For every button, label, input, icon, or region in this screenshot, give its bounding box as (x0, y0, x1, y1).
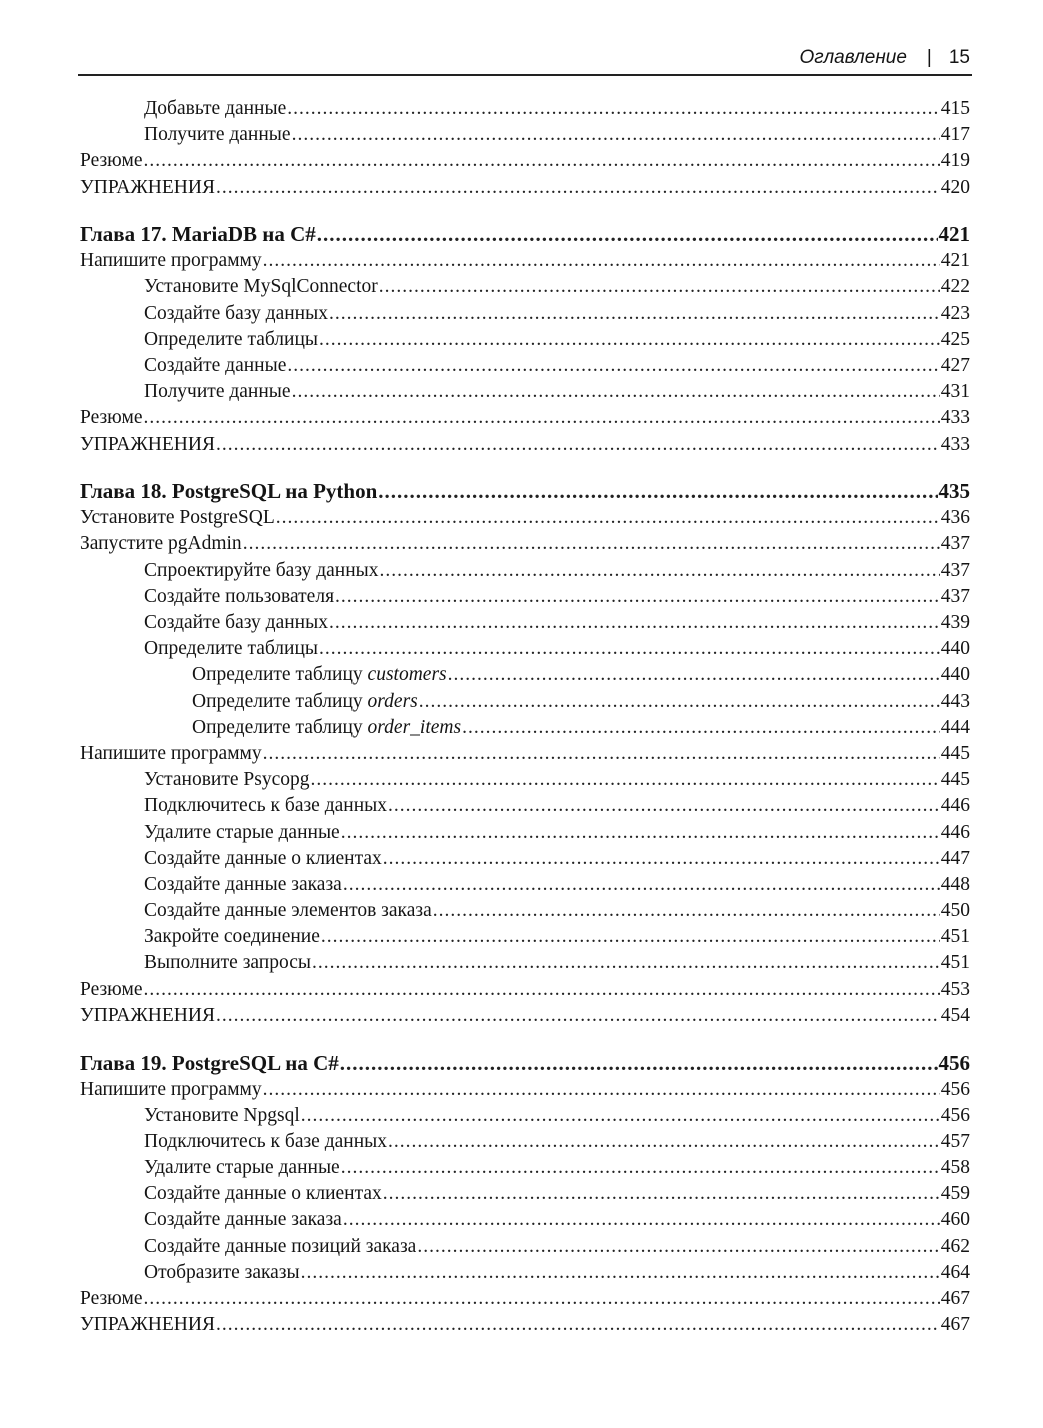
toc-entry-title-text: Спроектируйте базу данных (144, 559, 379, 581)
dot-leader (340, 1050, 938, 1077)
toc-page-number: 447 (940, 847, 970, 869)
toc-entry (80, 741, 970, 767)
toc-entry (80, 898, 970, 924)
toc-entry-title-text: Определите таблицы (144, 638, 319, 660)
toc-page-number: 422 (940, 276, 970, 298)
toc-entry (80, 767, 970, 793)
toc-entry (80, 1003, 970, 1029)
toc-entry-title (144, 636, 318, 662)
toc-entry-title (144, 1155, 340, 1181)
toc-entry-title (144, 379, 291, 405)
toc-entry (80, 793, 970, 819)
header-title: Оглавление (799, 47, 907, 68)
toc-entry-title-text: Создайте данные позиций заказа (144, 1235, 417, 1257)
toc-page-number: 446 (940, 821, 970, 843)
toc-entry (80, 96, 970, 122)
toc-page-number: 459 (940, 1183, 970, 1205)
dot-leader (383, 1181, 940, 1207)
toc-page-number: 445 (940, 769, 970, 791)
dot-leader (380, 558, 940, 584)
dot-leader (144, 148, 940, 174)
toc-entry-title-text: Глава 19. PostgreSQL на C# (80, 1050, 339, 1075)
toc-entry (80, 872, 970, 898)
toc-page-number: 456 (938, 1050, 970, 1075)
dot-leader (287, 353, 939, 379)
toc-entry-title-text: Установите PostgreSQL (80, 507, 275, 529)
toc-page-number: 453 (940, 978, 970, 1000)
toc-entry-title (80, 405, 143, 431)
toc-entry-title-text: Установите Psycopg (144, 769, 310, 791)
toc-entry-title (192, 689, 418, 715)
toc-entry-title (80, 432, 215, 458)
toc-entry (80, 950, 970, 976)
toc-entry (80, 327, 970, 353)
toc-entry-title (80, 1312, 215, 1338)
toc-entry-title (144, 1129, 387, 1155)
toc-entry-title-text: Определите таблицу (192, 716, 368, 738)
toc-entry-title (80, 248, 262, 274)
toc-entry-title-text: Создайте данные (144, 355, 287, 376)
dot-leader (216, 175, 940, 201)
toc-entry-title-text: Напишите программу (80, 1078, 262, 1100)
dot-leader (311, 767, 940, 793)
toc-page-number: 460 (940, 1209, 970, 1231)
toc-entry-title-text: Определите таблицы (144, 328, 319, 350)
dot-leader (144, 977, 940, 1003)
toc-entry-title (144, 122, 291, 148)
toc-entry-title (144, 558, 379, 584)
toc-entry (80, 846, 970, 872)
dot-leader (263, 1077, 940, 1103)
dot-leader (287, 96, 940, 122)
toc-entry-title-text: Создайте данные элементов заказа (144, 900, 432, 922)
toc-entry (80, 531, 970, 557)
toc-entry-title (80, 1050, 339, 1077)
toc-entry (80, 924, 970, 950)
toc-page-number: 451 (940, 926, 970, 948)
toc-entry-title (144, 1181, 382, 1207)
toc-page-number: 444 (940, 716, 970, 738)
toc-entry-title-text: Создайте данные заказа (144, 873, 342, 895)
toc-entry-title (80, 1286, 143, 1312)
toc-entry-title (144, 610, 328, 636)
toc-entry (80, 662, 970, 688)
toc-page-number: 450 (940, 900, 970, 922)
toc-page-number: 437 (940, 533, 970, 555)
toc-entry-title-text: УПРАЖНЕНИЯ (80, 176, 215, 198)
toc-entry-title-text: Получите данные (144, 124, 291, 146)
dot-leader (317, 221, 938, 248)
toc-entry-title-text: Создайте данные о клиентах (144, 1183, 382, 1205)
toc-entry-title (80, 478, 377, 505)
toc-entry-title (144, 767, 310, 793)
toc-entry-title-text: Создайте данные заказа (144, 1209, 342, 1231)
toc-entry-title (80, 741, 262, 767)
toc-entry-title (144, 274, 378, 300)
toc-entry (80, 1286, 970, 1312)
toc-page-number: 451 (940, 952, 970, 974)
toc-entry (80, 636, 970, 662)
toc-page-number: 448 (940, 873, 970, 895)
toc-entry (80, 505, 970, 531)
toc-page-number: 456 (940, 1078, 970, 1100)
toc-page-number: 417 (940, 124, 970, 146)
header-page-number: 15 (948, 47, 970, 68)
toc-page-number: 437 (940, 585, 970, 607)
toc-entry-title-text: УПРАЖНЕНИЯ (80, 1004, 215, 1026)
toc-entry-title (80, 505, 275, 531)
toc-entry (80, 558, 970, 584)
toc-page-number: 437 (940, 559, 970, 581)
toc-entry (80, 610, 970, 636)
toc-entry-title-text: Создайте базу данных (144, 302, 328, 324)
toc-entry-title (80, 148, 143, 174)
toc-entry-title (144, 96, 286, 122)
dot-leader (329, 301, 940, 327)
dot-leader (419, 689, 940, 715)
toc-entry-title-italic: order_items (367, 716, 462, 738)
toc-entry (80, 353, 970, 379)
toc-entry-title-text: Резюме (80, 150, 143, 172)
dot-leader (378, 478, 937, 505)
dot-leader (417, 1234, 939, 1260)
toc-page-number: 420 (940, 176, 970, 198)
dot-leader (216, 432, 940, 458)
toc-entry-title-text: УПРАЖНЕНИЯ (80, 1314, 215, 1336)
dot-leader (462, 715, 940, 741)
toc-entry-title-text: Запустите pgAdmin (80, 533, 242, 555)
toc-page-number: 457 (940, 1130, 970, 1152)
toc-entry-title-text: Определите таблицу (192, 690, 368, 712)
toc-entry (80, 1312, 970, 1338)
toc-entry (80, 274, 970, 300)
dot-leader (301, 1260, 940, 1286)
toc-page-number: 425 (940, 328, 970, 350)
toc-entry-title (80, 175, 215, 201)
toc-page-number: 443 (940, 690, 970, 712)
dot-leader (388, 793, 940, 819)
toc-entry-title-text: Напишите программу (80, 742, 262, 764)
toc-entry-title (80, 221, 316, 248)
dot-leader (319, 636, 940, 662)
toc-entry-title-text: Резюме (80, 1288, 143, 1309)
toc-entry-title (80, 977, 143, 1003)
toc-entry (80, 405, 970, 431)
toc-entry-title (144, 898, 432, 924)
toc-entry-title-text: Подключитесь к базе данных (144, 795, 388, 817)
dot-leader (263, 741, 940, 767)
toc-entry-title (144, 820, 340, 846)
toc-page-number: 436 (940, 507, 970, 529)
toc-entry-title (80, 1077, 262, 1103)
toc-entry (80, 584, 970, 610)
dot-leader (379, 274, 940, 300)
toc-page-number: 454 (940, 1004, 970, 1026)
toc-entry-title-text: Добавьте данные (144, 98, 287, 119)
toc-page-number: 439 (940, 612, 970, 633)
dot-leader (341, 820, 940, 846)
table-of-contents (80, 96, 970, 1338)
toc-page-number: 415 (940, 98, 970, 119)
toc-entry-title (144, 950, 311, 976)
toc-entry-title-text: Резюме (80, 407, 143, 429)
toc-entry-title-text: УПРАЖНЕНИЯ (80, 433, 215, 455)
toc-entry (80, 715, 970, 741)
toc-entry-title (80, 1003, 215, 1029)
dot-leader (144, 1286, 940, 1312)
toc-entry-title (144, 327, 318, 353)
toc-entry-title-text: Получите данные (144, 381, 291, 403)
dot-leader (216, 1312, 940, 1338)
toc-page-number: 458 (940, 1157, 970, 1179)
toc-entry-title (144, 584, 334, 610)
toc-page-number: 462 (940, 1235, 970, 1257)
toc-entry (80, 175, 970, 201)
toc-entry-title (144, 1207, 342, 1233)
toc-entry (80, 148, 970, 174)
toc-chapter-entry (80, 478, 970, 505)
toc-entry-title-text: Закройте соединение (144, 926, 320, 948)
toc-entry-title-text: Создайте базу данных (144, 612, 328, 633)
toc-page-number: 433 (940, 407, 970, 429)
dot-leader (329, 610, 940, 636)
toc-page-number: 456 (940, 1104, 970, 1126)
toc-page-number: 464 (940, 1261, 970, 1283)
toc-page-number: 440 (940, 664, 970, 686)
toc-entry-title-text: Отобразите заказы (144, 1261, 300, 1283)
toc-page-number: 446 (940, 795, 970, 817)
dot-leader (292, 122, 940, 148)
toc-chapter-entry (80, 1050, 970, 1077)
toc-entry (80, 977, 970, 1003)
toc-entry-title (144, 924, 320, 950)
toc-entry-title-text: Напишите программу (80, 250, 262, 272)
dot-leader (341, 1155, 940, 1181)
toc-entry (80, 1234, 970, 1260)
toc-entry (80, 1129, 970, 1155)
toc-entry-title-italic: customers (367, 664, 447, 686)
toc-page-number: 431 (940, 381, 970, 403)
toc-entry-title-text: Установите MySqlConnector (144, 276, 378, 298)
dot-leader (276, 505, 940, 531)
toc-entry-title (144, 301, 328, 327)
toc-entry-title-text: Резюме (80, 978, 143, 1000)
dot-leader (292, 379, 940, 405)
toc-entry (80, 432, 970, 458)
dot-leader (216, 1003, 940, 1029)
toc-entry-title (144, 793, 387, 819)
toc-entry-title (80, 531, 242, 557)
toc-page-number: 467 (940, 1314, 970, 1336)
dot-leader (343, 872, 940, 898)
toc-page-number: 445 (940, 742, 970, 764)
toc-entry-title-text: Удалите старые данные (144, 1157, 340, 1179)
dot-leader (144, 405, 940, 431)
toc-page-number: 421 (938, 222, 970, 247)
toc-entry (80, 1077, 970, 1103)
toc-entry-title-text: Глава 17. MariaDB на C# (80, 222, 316, 247)
toc-page-number: 435 (938, 479, 970, 504)
toc-entry-title-text: Удалите старые данные (144, 821, 340, 843)
dot-leader (343, 1207, 940, 1233)
toc-page-number: 427 (940, 355, 970, 376)
toc-chapter-entry (80, 221, 970, 248)
dot-leader (335, 584, 940, 610)
running-header (78, 40, 972, 76)
toc-entry-title (192, 662, 447, 688)
toc-page-number: 423 (940, 302, 970, 324)
toc-entry (80, 122, 970, 148)
toc-entry-title-text: Глава 18. PostgreSQL на Python (80, 479, 378, 504)
toc-entry-title-text: Создайте данные о клиентах (144, 847, 382, 869)
header-separator: | (926, 47, 932, 68)
toc-entry (80, 1181, 970, 1207)
toc-entry-title-text: Установите Npgsql (144, 1104, 300, 1126)
dot-leader (263, 248, 940, 274)
toc-entry-title (144, 846, 382, 872)
toc-entry-title (144, 1103, 300, 1129)
toc-entry (80, 689, 970, 715)
toc-page-number: 419 (940, 150, 970, 172)
toc-page-number: 433 (940, 433, 970, 455)
toc-entry-title (144, 872, 342, 898)
toc-entry (80, 1103, 970, 1129)
toc-entry (80, 1260, 970, 1286)
toc-entry-title (144, 1234, 416, 1260)
dot-leader (321, 924, 940, 950)
toc-entry (80, 379, 970, 405)
toc-entry (80, 301, 970, 327)
dot-leader (312, 950, 940, 976)
toc-page-number: 440 (940, 638, 970, 660)
toc-page-number: 421 (940, 250, 970, 272)
dot-leader (301, 1103, 940, 1129)
toc-entry (80, 820, 970, 846)
toc-entry-title-italic: orders (367, 690, 418, 712)
toc-entry-title-text: Создайте пользователя (144, 585, 335, 607)
toc-entry-title (144, 353, 286, 379)
toc-entry-title (144, 1260, 300, 1286)
dot-leader (448, 662, 940, 688)
toc-entry-title-text: Подключитесь к базе данных (144, 1130, 388, 1152)
toc-entry (80, 1155, 970, 1181)
dot-leader (433, 898, 940, 924)
toc-page-number: 467 (940, 1288, 970, 1309)
dot-leader (243, 531, 940, 557)
toc-entry-title-text: Выполните запросы (144, 952, 311, 974)
header-content (800, 47, 970, 69)
toc-entry-title-text: Определите таблицу (192, 664, 368, 686)
toc-entry (80, 248, 970, 274)
dot-leader (388, 1129, 940, 1155)
dot-leader (319, 327, 940, 353)
toc-entry (80, 1207, 970, 1233)
dot-leader (383, 846, 940, 872)
toc-entry-title (192, 715, 461, 741)
